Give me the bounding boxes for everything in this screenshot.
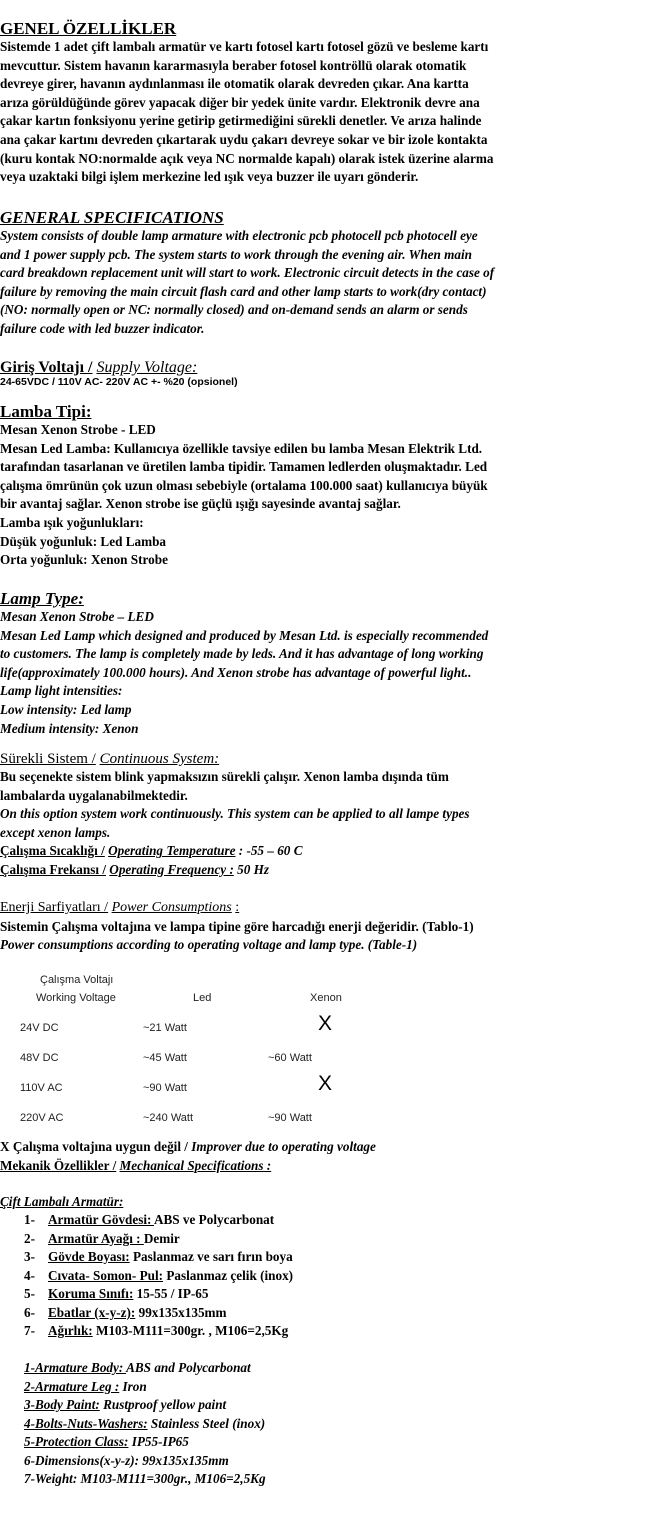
list-key: 3-Body Paint: xyxy=(24,1397,100,1412)
list-value: Iron xyxy=(119,1379,147,1394)
list-item xyxy=(24,1396,226,1415)
list-value: 7-Weight: M103-M111=300gr., M106=2,5Kg xyxy=(24,1471,266,1486)
table-cell-led: ~21 Watt xyxy=(143,1022,187,1034)
list-number: 3- xyxy=(24,1249,35,1264)
list-key: Gövde Boyası: xyxy=(48,1249,130,1264)
list-key: 4-Bolts-Nuts-Washers: xyxy=(24,1416,148,1431)
paragraph-line: Bu seçenekte sistem blink yapmaksızın sürekli çalışır. Xenon lamba dışında tüm xyxy=(0,769,449,784)
list-item xyxy=(24,1285,208,1304)
power-label-en: Power Consumptions xyxy=(111,900,232,915)
list-number: 7- xyxy=(24,1323,35,1338)
continuous-section xyxy=(0,751,648,880)
table-cell-led: ~240 Watt xyxy=(143,1112,194,1124)
paragraph-line: çalışma ömrünün çok uzun olması sebebiyle (ortalama 100.000 saat) kullanıcıya büyük xyxy=(0,477,488,493)
paragraph-line: tarafından tasarlanan ve üretilen lamba tipidir. Tamamen ledlerden oluşmaktadır. Led xyxy=(0,459,488,475)
list-number: 4- xyxy=(24,1268,35,1283)
frequency-line xyxy=(0,861,648,880)
list-item xyxy=(24,1267,293,1286)
power-heading xyxy=(0,899,648,918)
tr-general-section xyxy=(0,19,648,187)
list-value: Rustproof yellow paint xyxy=(99,1397,227,1412)
list-key: Ebatlar (x-y-z): xyxy=(48,1305,136,1320)
supply-value: 24-65VDC / 110V AC- 220V AC +- %20 (opsionel) xyxy=(0,376,238,388)
supply-section xyxy=(0,359,648,389)
supply-label-tr: Giriş Voltajı / xyxy=(0,359,93,376)
list-value: 99x135x135mm xyxy=(135,1305,227,1320)
mechanical-heading xyxy=(0,1157,648,1176)
list-value: Paslanmaz ve sarı fırın boya xyxy=(129,1249,293,1264)
list-item xyxy=(24,1211,274,1230)
list-number: 2- xyxy=(24,1231,35,1246)
list-key: Armatür Ayağı : xyxy=(48,1231,144,1246)
paragraph-line: except xenon lamps. xyxy=(0,824,111,840)
paragraph-line: Mesan Led Lamp which designed and produced by Mesan Ltd. is especially recommended xyxy=(0,627,489,643)
list-item xyxy=(24,1322,288,1341)
list-item xyxy=(24,1452,229,1471)
paragraph-line: arıza görüldüğünde görev yapacak diğer bir yedek ünite vardır. Elektronik devre ana xyxy=(0,94,480,110)
paragraph-line: devreye girer, havanın aydınlanması ile otomatik olarak devreden çıkar. Ana kartta xyxy=(0,76,469,92)
list-item xyxy=(24,1230,180,1249)
paragraph-line: Mesan Xenon Strobe – LED xyxy=(0,609,154,624)
list-key: Armatür Gövdesi: xyxy=(48,1212,154,1227)
paragraph-line: System consists of double lamp armature with electronic pcb photocell pcb photocell eye xyxy=(0,228,478,243)
table-header-xenon: Xenon xyxy=(310,992,342,1004)
paragraph-line: life(approximately 100.000 hours). And Xenon strobe has advantage of powerful light.. xyxy=(0,664,472,680)
list-key: 5-Protection Class: xyxy=(24,1434,129,1449)
list-value: Demir xyxy=(143,1231,180,1246)
lamp-tr-section xyxy=(0,402,648,570)
paragraph-line: Mesan Xenon Strobe - LED xyxy=(0,422,156,437)
power-section xyxy=(0,899,648,955)
power-table xyxy=(0,970,400,1130)
paragraph-line: Orta yoğunluk: Xenon Strobe xyxy=(0,552,168,568)
paragraph-line: Low intensity: Led lamp xyxy=(0,701,132,717)
temperature-value: : -55 – 60 C xyxy=(238,843,303,859)
paragraph-line: card breakdown replacement unit will start to work. Electronic circuit detects in the case of xyxy=(0,265,495,281)
list-item xyxy=(24,1248,293,1267)
temperature-label-tr: Çalışma Sıcaklığı / xyxy=(0,843,105,859)
frequency-label-en: Operating Frequency : xyxy=(109,861,234,877)
list-key: 2-Armature Leg : xyxy=(24,1379,120,1394)
paragraph-line: Düşük yoğunluk: Led Lamba xyxy=(0,533,167,549)
table-cell-xenon: ~90 Watt xyxy=(268,1112,312,1124)
paragraph-line: Lamp light intensities: xyxy=(0,683,123,699)
power-tr-line: Sistemin Çalışma voltajına ve lampa tipine göre harcadığı enerji değeridir. (Tablo-1) xyxy=(0,918,474,934)
list-number: 1- xyxy=(24,1212,35,1227)
power-en-line: Power consumptions according to operating voltage and lamp type. (Table-1) xyxy=(0,937,418,953)
list-item xyxy=(24,1470,266,1489)
table-cell-xenon: ~60 Watt xyxy=(268,1052,312,1064)
en-general-title: GENERAL SPECIFICATIONS xyxy=(0,208,224,227)
table-cell-led: ~45 Watt xyxy=(143,1052,187,1064)
temperature-line xyxy=(0,842,648,861)
paragraph-line: Lamba ışık yoğunlukları: xyxy=(0,514,144,530)
lamp-en-body xyxy=(0,608,648,738)
table-cell-voltage: 48V DC xyxy=(20,1052,59,1064)
list-key: Cıvata- Somon- Pul: xyxy=(48,1268,164,1283)
lamp-tr-title: Lamba Tipi: xyxy=(0,402,92,421)
table-header-voltage-tr: Çalışma Voltajı xyxy=(40,974,114,986)
frequency-value: 50 Hz xyxy=(237,861,270,877)
list-value: M103-M111=300gr. , M106=2,5Kg xyxy=(92,1323,289,1338)
table-cell-voltage: 24V DC xyxy=(20,1022,59,1034)
paragraph-line: to customers. The lamp is completely made by leds. And it has advantage of long working xyxy=(0,646,484,662)
paragraph-line: ana çakar kartını devreden çıkartarak uydu çakarı devreye sokar ve bir izole kontakta xyxy=(0,131,488,147)
table-cell-voltage: 110V AC xyxy=(20,1082,63,1094)
paragraph-line: veya uzaktaki bilgi işlem merkezine led ışık veya buzzer ile uyarı gönderir. xyxy=(0,169,419,185)
power-label-tr: Enerji Sarfiyatları / xyxy=(0,900,109,915)
voltage-note xyxy=(0,1138,648,1157)
list-item xyxy=(24,1359,251,1378)
table-cell-xenon: X xyxy=(318,1072,333,1095)
lamp-en-section xyxy=(0,589,648,738)
list-value: IP55-IP65 xyxy=(128,1434,189,1449)
list-item xyxy=(24,1378,147,1397)
paragraph-line: (kuru kontak NO:normalde açık veya NC normalde kapalı) olarak istek üzerine alarma xyxy=(0,150,494,166)
tr-general-title: GENEL ÖZELLİKLER xyxy=(0,19,177,38)
table-cell-voltage: 220V AC xyxy=(20,1112,64,1124)
paragraph-line: Medium intensity: Xenon xyxy=(0,720,139,736)
list-value: 6-Dimensions(x-y-z): 99x135x135mm xyxy=(24,1453,229,1468)
paragraph-line: On this option system work continuously. This system can be applied to all lampe types xyxy=(0,806,470,822)
paragraph-line: and 1 power supply pcb. The system starts to work through the evening air. When main xyxy=(0,246,473,262)
list-value: Paslanmaz çelik (inox) xyxy=(163,1268,294,1283)
paragraph-line: Mesan Led Lamba: Kullanıcıya özellikle tavsiye edilen bu lamba Mesan Elektrik Ltd. xyxy=(0,440,483,456)
temperature-label-en: Operating Temperature xyxy=(108,843,236,859)
list-value: ABS and Polycarbonat xyxy=(126,1360,251,1375)
list-key: 1-Armature Body: xyxy=(24,1360,127,1375)
list-value: Stainless Steel (inox) xyxy=(147,1416,266,1431)
table-header-led: Led xyxy=(193,992,212,1004)
list-key: Ağırlık: xyxy=(48,1323,93,1338)
paragraph-line: bir avantaj sağlar. Xenon strobe ise güçlü ışığı sayesinde avantaj sağlar. xyxy=(0,496,401,512)
power-colon: : xyxy=(235,900,240,915)
table-cell-led: ~90 Watt xyxy=(143,1082,187,1094)
armature-section xyxy=(0,1193,648,1493)
voltage-note-tr: X Çalışma voltajına uygun değil / xyxy=(0,1139,188,1154)
table-cell-xenon: X xyxy=(318,1012,333,1035)
en-general-body xyxy=(0,227,648,339)
continuous-label-en: Continuous System: xyxy=(99,751,220,767)
list-value: ABS ve Polycarbonat xyxy=(153,1212,275,1227)
list-item xyxy=(24,1304,227,1323)
list-number: 6- xyxy=(24,1305,35,1320)
list-item xyxy=(24,1415,265,1434)
paragraph-line: (NO: normally open or NC: normally closed) and on-demand sends an alarm or sends xyxy=(0,302,468,318)
armature-title: Çift Lambalı Armatür: xyxy=(0,1194,124,1209)
list-item xyxy=(24,1433,189,1452)
lamp-en-title: Lamp Type: xyxy=(0,589,84,608)
table-header-voltage-en: Working Voltage xyxy=(36,992,116,1004)
paragraph-line: Sistemde 1 adet çift lambalı armatür ve kartı fotosel kartı fotosel gözü ve besleme kartı xyxy=(0,39,489,54)
paragraph-line: failure code with led buzzer indicator. xyxy=(0,320,205,336)
paragraph-line: lambalarda uygalanabilmektedir. xyxy=(0,787,188,803)
paragraph-line: mevcuttur. Sistem havanın kararmasıyla beraber fotosel kontröllü olarak otomatik xyxy=(0,57,467,73)
mechanical-label-en: Mechanical Specifications : xyxy=(119,1157,272,1173)
supply-heading xyxy=(0,359,648,376)
continuous-tr-body xyxy=(0,768,648,805)
note-section xyxy=(0,1138,648,1175)
voltage-note-en: Improver due to operating voltage xyxy=(191,1139,376,1154)
continuous-label-tr: Sürekli Sistem / xyxy=(0,751,96,767)
mechanical-label-tr: Mekanik Özellikler / xyxy=(0,1157,117,1173)
list-key: Koruma Sınıfı: xyxy=(48,1286,134,1301)
frequency-label-tr: Çalışma Frekansı / xyxy=(0,861,106,877)
continuous-en-body xyxy=(0,805,648,842)
en-general-section xyxy=(0,208,648,339)
tr-general-body xyxy=(0,38,648,187)
supply-label-en: Supply Voltage: xyxy=(96,359,198,376)
lamp-tr-body xyxy=(0,421,648,570)
continuous-heading xyxy=(0,751,648,768)
paragraph-line: çakar kartın fonksiyonu yerine getirip getirmediğini sürekli denetler. Ve arıza halinde xyxy=(0,113,482,129)
paragraph-line: failure by removing the main circuit flash card and other lamp starts to work(dry contact) xyxy=(0,283,487,299)
list-value: 15-55 / IP-65 xyxy=(133,1286,209,1301)
list-number: 5- xyxy=(24,1286,35,1301)
